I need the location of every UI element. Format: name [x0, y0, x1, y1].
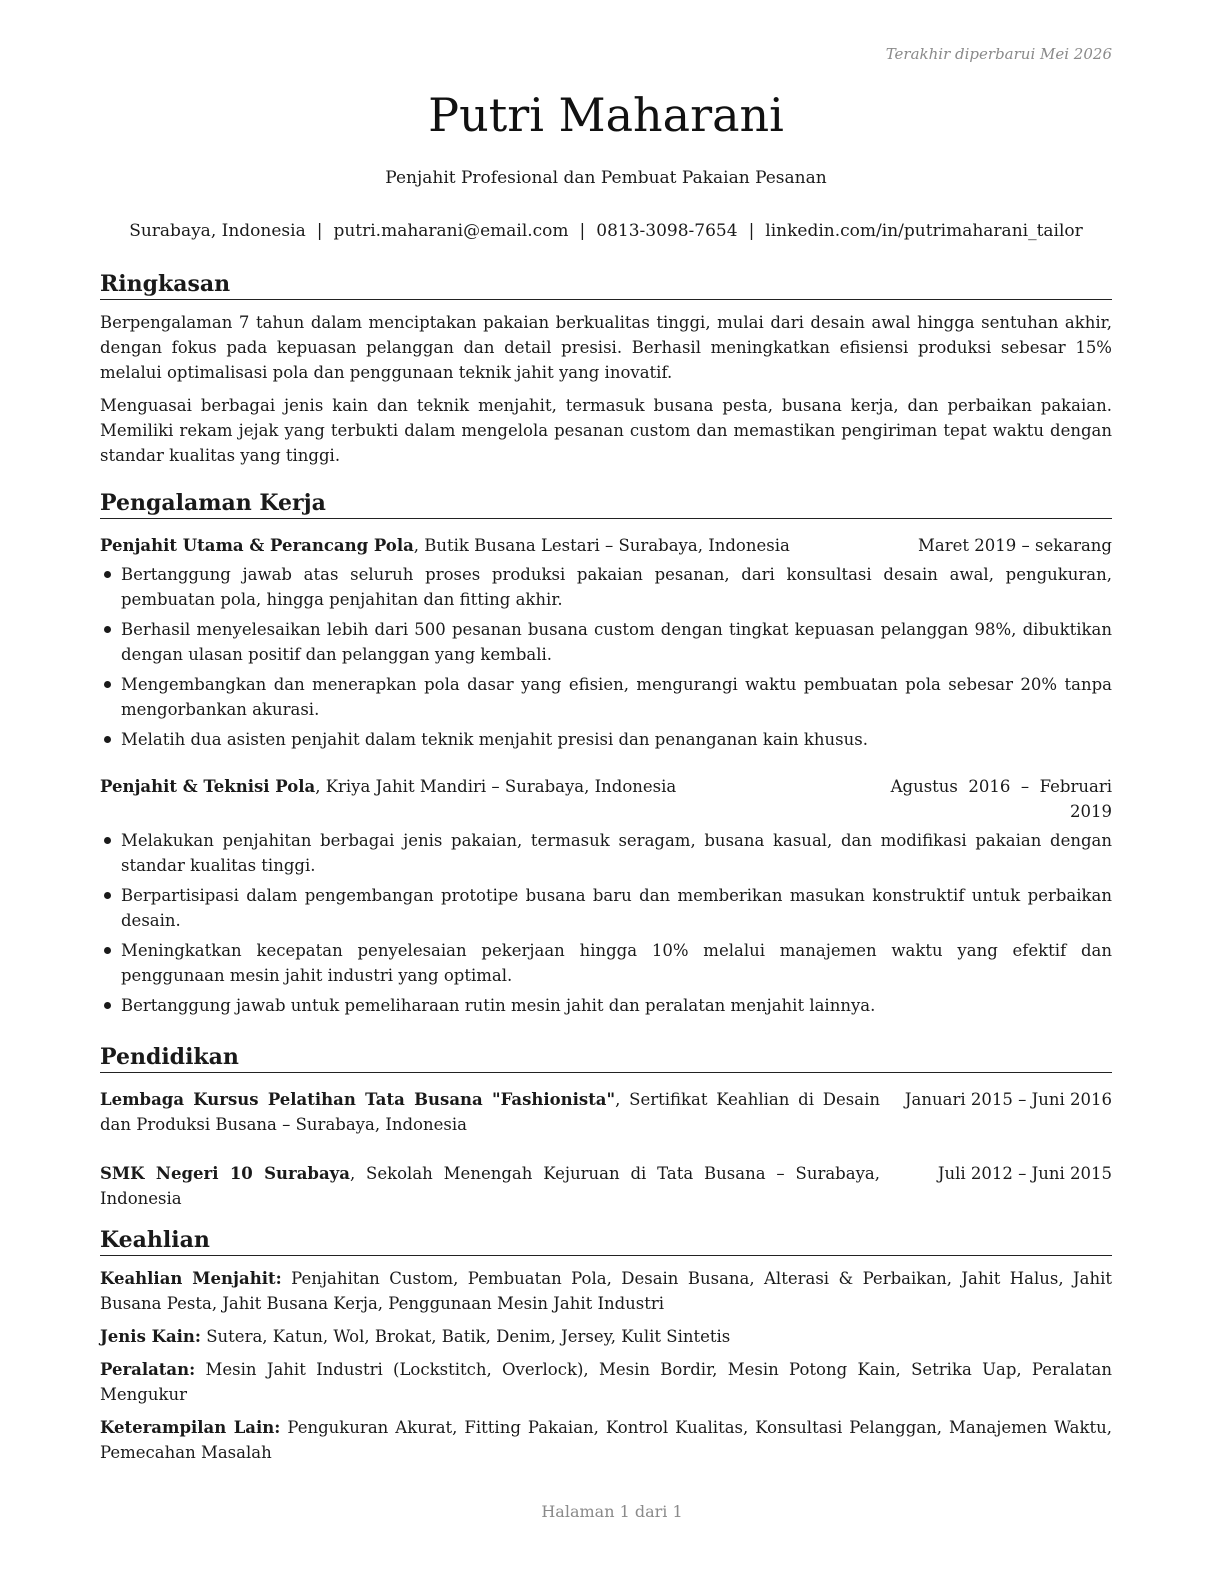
list-item: Berhasil menyelesaikan lebih dari 500 pesanan busana custom dengan tingkat kepuasan pelanggan 98%, dibuktikan dengan ulasan positif dan pelanggan yang kembali. [100, 617, 1112, 667]
contact-linkedin[interactable]: linkedin.com/in/putrimaharani_tailor [765, 221, 1083, 241]
job-company: , Kriya Jahit Mandiri – Surabaya, Indonesia [315, 777, 677, 796]
section-heading: Pendidikan [100, 1043, 1112, 1073]
education-entry [100, 1087, 1112, 1137]
job-entry [100, 533, 1112, 752]
job-title: Penjahit Utama & Perancang Pola [100, 536, 414, 555]
education-date: Juli 2012 – Juni 2015 [937, 1164, 1112, 1183]
contact-email[interactable]: putri.maharani@email.com [333, 221, 569, 241]
skill-row [100, 1357, 1112, 1407]
job-date-line: 2019 [1070, 802, 1112, 821]
section-heading: Keahlian [100, 1226, 1112, 1256]
education-entry [100, 1161, 1112, 1211]
summary-paragraph: Menguasai berbagai jenis kain dan teknik menjahit, termasuk busana pesta, busana kerja, dan perbaikan pakaian. Memiliki rekam jejak yang terbukti dalam mengelola pesanan custom dan memastikan pengiriman tepat waktu dengan standar kualitas yang tinggi. [100, 396, 1112, 465]
skill-row [100, 1415, 1112, 1465]
list-item: Bertanggung jawab atas seluruh proses produksi pakaian pesanan, dari konsultasi desain awal, pengukuran, pembuatan pola, hingga penjahitan dan fitting akhir. [100, 562, 1112, 612]
skill-row [100, 1266, 1112, 1316]
skill-label: Jenis Kain: [100, 1327, 201, 1346]
list-item: Melakukan penjahitan berbagai jenis pakaian, termasuk seragam, busana kasual, dan modifikasi pakaian dengan standar kualitas tinggi. [100, 828, 1112, 878]
experience-section [100, 489, 1112, 1023]
section-heading: Pengalaman Kerja [100, 489, 1112, 519]
candidate-name: Putri Maharani [428, 88, 784, 142]
summary-section [100, 270, 1112, 468]
job-title: Penjahit & Teknisi Pola [100, 777, 316, 796]
section-heading: Ringkasan [100, 270, 1112, 300]
skill-label: Keahlian Menjahit: [100, 1269, 282, 1288]
job-bullets [100, 562, 1112, 752]
contact-location: Surabaya, Indonesia [129, 221, 306, 241]
list-item: Mengembangkan dan menerapkan pola dasar yang efisien, mengurangi waktu pembuatan pola sebesar 20% tanpa mengorbankan akurasi. [100, 672, 1112, 722]
skill-label: Peralatan: [100, 1360, 196, 1379]
job-company: , Butik Busana Lestari – Surabaya, Indonesia [413, 536, 790, 555]
skill-label: Keterampilan Lain: [100, 1418, 281, 1437]
skill-text: Penjahitan Custom, Pembuatan Pola, Desain Busana, Alterasi & Perbaikan, Jahit Halus, Jahit Busana Pesta, Jahit Busana Kerja, Penggunaan Mesin Jahit Industri [100, 1269, 1113, 1313]
summary-paragraph: Berpengalaman 7 tahun dalam menciptakan pakaian berkualitas tinggi, mulai dari desain awal hingga sentuhan akhir, dengan fokus pada kepuasan pelanggan dan detail presisi. Berhasil meningkatkan efisiensi produksi sebesar 15% melalui optimalisasi pola dan penggunaan teknik jahit yang inovatif. [100, 313, 1112, 382]
job-entry [100, 774, 1112, 1018]
skill-text: Mesin Jahit Industri (Lockstitch, Overlock), Mesin Bordir, Mesin Potong Kain, Setrika Uap, Peralatan Mengukur [100, 1360, 1112, 1404]
education-section [100, 1043, 1112, 1211]
tagline: Penjahit Profesional dan Pembuat Pakaian Pesanan [385, 168, 827, 188]
page-number: Halaman 1 dari 1 [541, 1502, 683, 1521]
last-updated: Terakhir diperbarui Mei 2026 [885, 45, 1112, 63]
education-detail: , Sekolah Menengah Kejuruan di Tata Busana – Surabaya, Indonesia [100, 1164, 880, 1208]
list-item: Bertanggung jawab untuk pemeliharaan rutin mesin jahit dan peralatan menjahit lainnya. [100, 993, 1112, 1018]
list-item: Melatih dua asisten penjahit dalam teknik menjahit presisi dan penanganan kain khusus. [100, 727, 1112, 752]
education-institution: SMK Negeri 10 Surabaya [100, 1164, 350, 1183]
job-bullets [100, 828, 1112, 1018]
job-header [100, 774, 1112, 824]
skill-text: Pengukuran Akurat, Fitting Pakaian, Kontrol Kualitas, Konsultasi Pelanggan, Manajemen Waktu, Pemecahan Masalah [100, 1418, 1112, 1462]
list-item: Berpartisipasi dalam pengembangan prototipe busana baru dan memberikan masukan konstruktif untuk perbaikan desain. [100, 883, 1112, 933]
contact-phone: 0813-3098-7654 [596, 221, 738, 241]
contact-separator: | [748, 221, 755, 241]
job-date [891, 774, 1112, 824]
skill-text: Sutera, Katun, Wol, Brokat, Batik, Denim, Jersey, Kulit Sintetis [201, 1327, 731, 1346]
education-institution: Lembaga Kursus Pelatihan Tata Busana "Fashionista" [100, 1090, 616, 1109]
job-date: Maret 2019 – sekarang [918, 536, 1112, 555]
list-item: Meningkatkan kecepatan penyelesaian pekerjaan hingga 10% melalui manajemen waktu yang efektif dan penggunaan mesin jahit industri yang optimal. [100, 938, 1112, 988]
education-detail: , Sertifikat Keahlian di Desain dan Produksi Busana – Surabaya, Indonesia [100, 1090, 880, 1134]
contact-line [100, 221, 1112, 241]
contact-separator: | [316, 221, 323, 241]
skill-row [100, 1324, 1112, 1349]
job-header [100, 533, 1112, 558]
education-date: Januari 2015 – Juni 2016 [904, 1090, 1112, 1109]
skills-section [100, 1226, 1112, 1465]
contact-separator: | [579, 221, 586, 241]
job-date-line: Agustus 2016 – Februari [890, 777, 1112, 796]
